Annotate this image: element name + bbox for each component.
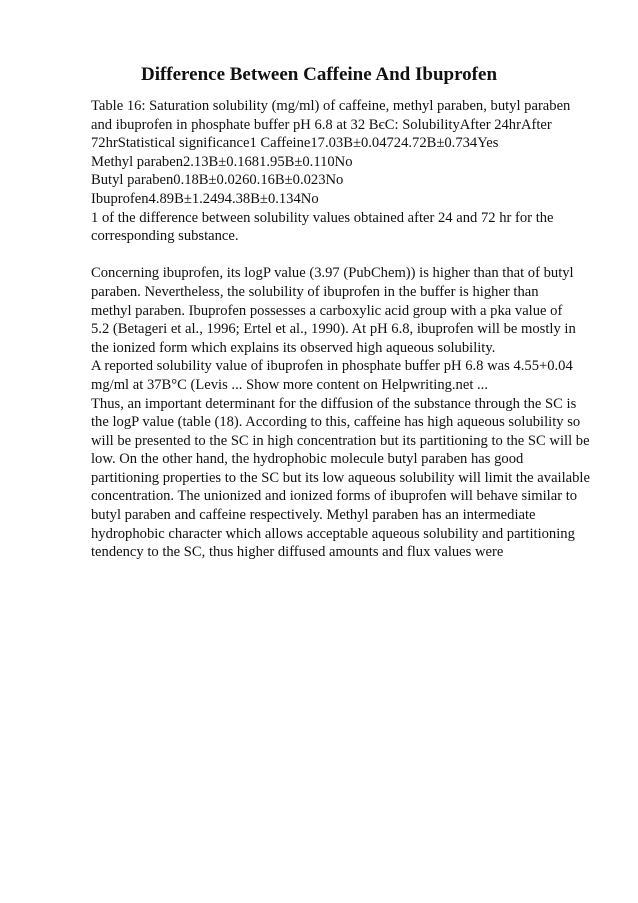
table-row-methyl-paraben: Methyl paraben2.13B±0.1681.95B±0.110No bbox=[91, 153, 353, 170]
paragraph-line: hydrophobic character which allows acceptable aqueous solubility and partitioning bbox=[91, 525, 575, 542]
body-paragraph bbox=[91, 264, 611, 562]
table-footnote-line: 1 of the difference between solubility values obtained after 24 and 72 hr for the bbox=[91, 209, 554, 226]
paragraph-line: A reported solubility value of ibuprofen in phosphate buffer pH 6.8 was 4.55+0.04 bbox=[91, 358, 573, 375]
paragraph-line: will be presented to the SC in high concentration but its partitioning to the SC will be bbox=[91, 432, 590, 449]
show-more-line: mg/ml at 37B°C (Levis ... Show more content on Helpwriting.net ... bbox=[91, 376, 488, 393]
table-caption-line: Table 16: Saturation solubility (mg/ml) of caffeine, methyl paraben, butyl paraben bbox=[91, 98, 571, 114]
document-title: Difference Between Caffeine And Ibuprofen bbox=[140, 64, 498, 85]
paragraph-line: the logP value (table (18). According to this, caffeine has high aqueous solubility so bbox=[91, 414, 581, 431]
table-footnote-line: corresponding substance. bbox=[91, 228, 239, 245]
table-row-ibuprofen: Ibuprofen4.89B±1.2494.38B±0.134No bbox=[91, 190, 319, 207]
paragraph-line: Concerning ibuprofen, its logP value (3.97 (PubChem)) is higher than that of butyl bbox=[91, 265, 574, 282]
paragraph-gap bbox=[91, 246, 611, 265]
paragraph-line: concentration. The unionized and ionized forms of ibuprofen will behave similar to bbox=[91, 488, 578, 505]
table-caption-line: 72hrStatistical significance1 Caffeine17.03B±0.04724.72B±0.734Yes bbox=[91, 135, 499, 152]
paragraph-line: paraben. Nevertheless, the solubility of ibuprofen in the buffer is higher than bbox=[91, 283, 539, 300]
paragraph-line: low. On the other hand, the hydrophobic molecule butyl paraben has good bbox=[91, 451, 524, 468]
paragraph-line: partitioning properties to the SC but its low aqueous solubility will limit the available bbox=[91, 469, 590, 486]
paragraph-line: 5.2 (Betageri et al., 1996; Ertel et al., 1990). At pH 6.8, ibuprofen will be mostly in bbox=[91, 321, 576, 338]
table-row-butyl-paraben: Butyl paraben0.18B±0.0260.16B±0.023No bbox=[91, 172, 344, 189]
paragraph-line: the ionized form which explains its observed high aqueous solubility. bbox=[91, 339, 496, 356]
document-body bbox=[91, 97, 611, 562]
paragraph-line: methyl paraben. Ibuprofen possesses a carboxylic acid group with a pka value of bbox=[91, 302, 563, 319]
table-caption-block bbox=[91, 97, 611, 246]
table-caption-line: and ibuprofen in phosphate buffer pH 6.8 at 32 BєC: SolubilityAfter 24hrAfter bbox=[91, 116, 552, 133]
paragraph-line: Thus, an important determinant for the diffusion of the substance through the SC is bbox=[91, 395, 577, 412]
paragraph-line: tendency to the SC, thus higher diffused amounts and flux values were bbox=[91, 544, 504, 561]
paragraph-line: butyl paraben and caffeine respectively. Methyl paraben has an intermediate bbox=[91, 507, 536, 524]
